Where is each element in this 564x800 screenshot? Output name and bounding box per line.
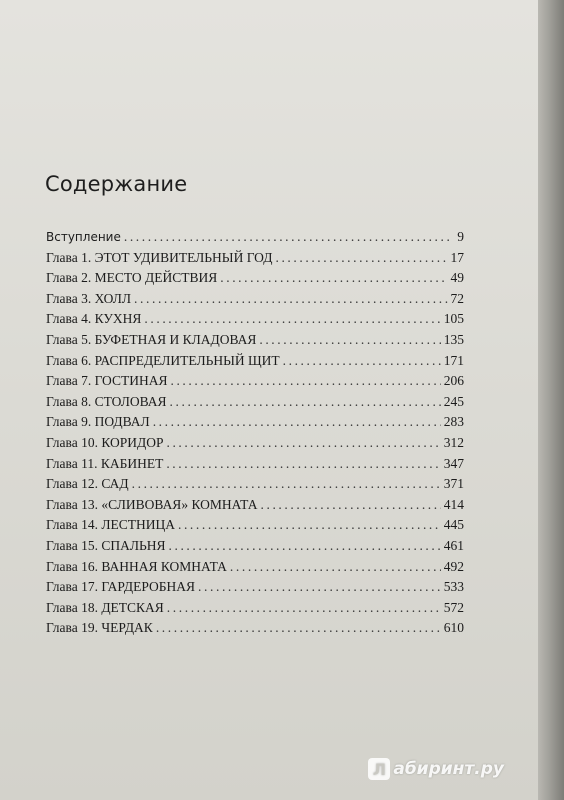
- toc-leader-dots: [124, 229, 451, 245]
- toc-leader-dots: [198, 579, 441, 595]
- toc-entry-label: Глава 18. ДЕТСКАЯ: [46, 599, 164, 615]
- toc-entry-page: 461: [443, 537, 464, 553]
- toc-entry-label: Глава 9. ПОДВАЛ: [46, 414, 150, 430]
- toc-entry-page: 135: [443, 331, 464, 347]
- toc-entry: [46, 456, 464, 477]
- toc-entry-page: 533: [443, 579, 464, 595]
- toc-entry: [46, 414, 464, 435]
- toc-entry-page: 445: [443, 517, 464, 533]
- toc-entry-label: Глава 11. КАБИНЕТ: [46, 455, 164, 471]
- toc-entry-page: 245: [443, 393, 464, 409]
- toc-entry: [46, 353, 464, 374]
- toc-leader-dots: [156, 620, 441, 636]
- toc-entry-label: Глава 15. СПАЛЬНЯ: [46, 537, 166, 553]
- table-of-contents: [46, 229, 464, 641]
- toc-leader-dots: [170, 373, 440, 389]
- toc-entry-page: 414: [443, 496, 464, 512]
- labirint-logo-icon: Л: [368, 758, 390, 780]
- toc-entry-page: 72: [450, 290, 464, 306]
- toc-leader-dots: [144, 311, 440, 327]
- toc-entry-label: Глава 5. БУФЕТНАЯ И КЛАДОВАЯ: [46, 331, 257, 347]
- toc-leader-dots: [166, 435, 440, 451]
- toc-entry-page: 347: [443, 455, 464, 471]
- contents-title: Содержание: [45, 172, 188, 196]
- toc-leader-dots: [166, 456, 440, 472]
- toc-leader-dots: [178, 517, 441, 533]
- toc-entry: [46, 394, 464, 415]
- toc-leader-dots: [259, 332, 440, 348]
- toc-leader-dots: [153, 414, 441, 430]
- toc-entry: [46, 250, 464, 271]
- toc-entry: [46, 497, 464, 518]
- toc-entry-label: Глава 17. ГАРДЕРОБНАЯ: [46, 579, 196, 595]
- toc-entry-label: Глава 2. МЕСТО ДЕЙСТВИЯ: [46, 270, 218, 286]
- toc-entry: [46, 270, 464, 291]
- toc-entry: [46, 476, 464, 497]
- toc-entry-label: Глава 1. ЭТОТ УДИВИТЕЛЬНЫЙ ГОД: [46, 249, 273, 265]
- toc-entry-label: Глава 6. РАСПРЕДЕЛИТЕЛЬНЫЙ ЩИТ: [46, 352, 280, 368]
- toc-leader-dots: [132, 476, 441, 492]
- toc-leader-dots: [220, 270, 447, 286]
- toc-entry-page: 105: [443, 311, 464, 327]
- toc-entry: [46, 229, 464, 250]
- toc-leader-dots: [283, 353, 441, 369]
- labirint-watermark: [368, 758, 504, 780]
- toc-leader-dots: [275, 250, 447, 266]
- toc-entry-label: Вступление: [46, 230, 121, 244]
- toc-leader-dots: [134, 291, 447, 307]
- page-edge-shadow: [538, 0, 564, 800]
- toc-entry: [46, 332, 464, 353]
- toc-leader-dots: [169, 538, 441, 554]
- watermark-text: абиринт.ру: [393, 759, 504, 779]
- toc-leader-dots: [170, 394, 441, 410]
- toc-entry-label: Глава 4. КУХНЯ: [46, 311, 142, 327]
- toc-entry: [46, 538, 464, 559]
- toc-leader-dots: [230, 559, 441, 575]
- toc-entry-label: Глава 12. САД: [46, 476, 129, 492]
- toc-entry-label: Глава 8. СТОЛОВАЯ: [46, 393, 167, 409]
- toc-entry-label: Глава 3. ХОЛЛ: [46, 290, 132, 306]
- toc-entry: [46, 620, 464, 641]
- toc-entry: [46, 579, 464, 600]
- toc-entry-page: 371: [443, 476, 464, 492]
- toc-entry-label: Глава 14. ЛЕСТНИЦА: [46, 517, 175, 533]
- toc-entry-page: 9: [457, 229, 464, 244]
- toc-entry-page: 206: [443, 373, 464, 389]
- toc-entry-label: Глава 16. ВАННАЯ КОМНАТА: [46, 558, 227, 574]
- toc-entry-page: 492: [443, 558, 464, 574]
- toc-entry-page: 312: [443, 434, 464, 450]
- toc-entry-label: Глава 7. ГОСТИНАЯ: [46, 373, 168, 389]
- toc-entry: [46, 517, 464, 538]
- toc-entry-label: Глава 19. ЧЕРДАК: [46, 620, 153, 636]
- toc-entry-label: Глава 10. КОРИДОР: [46, 434, 164, 450]
- toc-entry-page: 17: [450, 249, 464, 265]
- toc-entry-page: 610: [443, 620, 464, 636]
- toc-leader-dots: [167, 600, 441, 616]
- toc-entry-page: 572: [443, 599, 464, 615]
- toc-entry-page: 283: [443, 414, 464, 430]
- toc-entry-page: 171: [443, 352, 464, 368]
- toc-entry-label: Глава 13. «СЛИВОВАЯ» КОМНАТА: [46, 496, 258, 512]
- toc-entry-page: 49: [450, 270, 464, 286]
- toc-entry: [46, 435, 464, 456]
- toc-entry: [46, 291, 464, 312]
- toc-leader-dots: [261, 497, 441, 513]
- toc-entry: [46, 600, 464, 621]
- toc-entry: [46, 373, 464, 394]
- toc-entry: [46, 311, 464, 332]
- toc-entry: [46, 559, 464, 580]
